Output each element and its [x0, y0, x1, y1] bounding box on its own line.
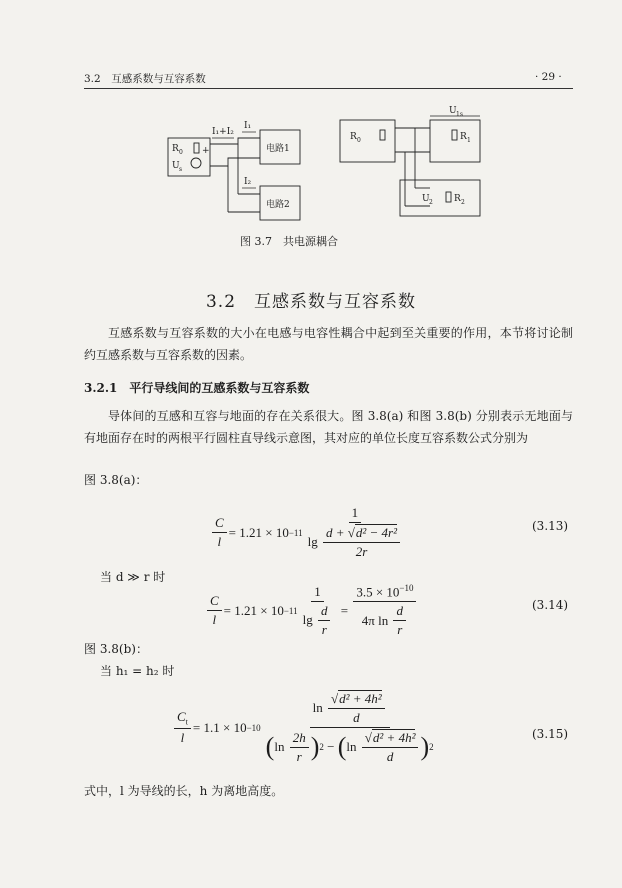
section-intro: 互感系数与互容系数的大小在电感与电容性耦合中起到至关重要的作用，本节将讨论制约互感系数与互容系数的因素。	[84, 326, 573, 362]
svg-text:2: 2	[461, 199, 465, 206]
right-r0-resistor	[380, 130, 385, 140]
closing-sentence: 式中，l 为导线的长，h 为离地高度。	[84, 784, 284, 798]
running-header-section: 3.2 互感系数与互容系数	[84, 73, 206, 85]
right-r1-label: R	[460, 132, 467, 142]
svg-text:0: 0	[179, 149, 183, 156]
svg-text:+: +	[202, 146, 210, 156]
condition-b: 当 h₁ = h₂ 时	[100, 664, 175, 678]
circuit-figure	[160, 106, 490, 232]
equation-3-13: $\frac{C}{l}$ = 1.21 × 10 −11 1 lg d + √ d² − 4r² 2r	[210, 505, 407, 560]
section-title: 3.2 互感系数与互容系数	[205, 292, 417, 312]
right-r2-resistor	[446, 192, 451, 202]
label-i1-plus-i2: I₁+I₂	[212, 127, 234, 137]
right-source-box	[340, 120, 395, 162]
condition-a: 当 d ≫ r 时	[100, 570, 166, 584]
circuit2-label: 电路2	[266, 200, 290, 210]
equation-number-3-14: (3.14)	[532, 598, 569, 612]
label-i1: I₁	[244, 121, 252, 131]
left-source-circle	[191, 158, 201, 168]
right-u1-label: U	[449, 106, 457, 116]
subsection-paragraph: 导体间的互感和互容与地面的存在关系很大。图 3.8(a) 和图 3.8(b) 分别表示无地面与有地面存在时的两根平行圆柱直导线示意图，其对应的单位长度互容系数公式分别为	[84, 409, 573, 445]
svg-text:s: s	[179, 166, 183, 173]
left-r0-resistor	[194, 143, 199, 153]
right-circuit1-box	[430, 120, 480, 162]
right-r1-resistor	[452, 130, 457, 140]
svg-text:1: 1	[467, 137, 471, 144]
circuit1-label: 电路1	[266, 144, 290, 154]
equation-3-15: $\frac{C_t}{l}$ = 1.1 × 10 −10 ln √ d² + 4h² d ( ln $\frac{2h}{r}$ ) 2 − ( ln √ d² + 4h² d ) 2	[172, 690, 439, 765]
label-i2: I₂	[244, 177, 252, 187]
left-r0-label: R	[172, 144, 179, 154]
left-us-label: U	[172, 161, 180, 171]
fig-b-label: 图 3.8(b)：	[84, 642, 148, 656]
header-rule	[84, 88, 573, 89]
left-labels	[172, 121, 290, 210]
right-circuit2-box	[400, 180, 480, 216]
right-r0-label: R	[350, 132, 357, 142]
equation-3-14: $\frac{C}{l}$ = 1.21 × 10 −11 1 lg $\frac{d}{r}$ = $3.5 \times 10^{-10}$ 4π ln $\frac{d}{r}$	[205, 583, 418, 638]
svg-text:2: 2	[429, 199, 433, 206]
page-number: · 29 ·	[535, 71, 562, 83]
fig-a-label: 图 3.8(a)：	[84, 473, 148, 487]
right-r2-label: R	[454, 194, 461, 204]
figure-caption: 图 3.7 共电源耦合	[240, 235, 338, 248]
svg-text:0: 0	[357, 137, 361, 144]
equation-number-3-13: (3.13)	[532, 519, 569, 533]
subsection-title: 3.2.1 平行导线间的互感系数与互容系数	[84, 381, 310, 395]
svg-text:1s: 1s	[456, 111, 463, 118]
right-labels	[350, 106, 471, 206]
equation-number-3-15: (3.15)	[532, 727, 569, 741]
right-u2-label: U	[422, 194, 430, 204]
